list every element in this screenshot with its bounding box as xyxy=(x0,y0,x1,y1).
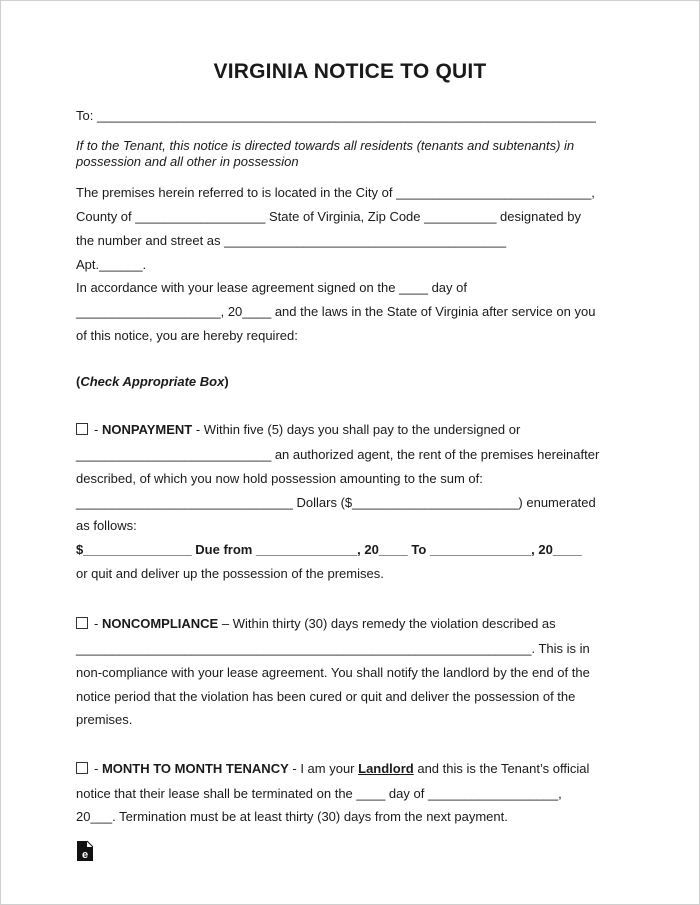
noncompliance-line-1 xyxy=(76,616,556,632)
nonpayment-line-2: ___________________________ an authorized agent, the rent of the premises hereinafter xyxy=(76,447,600,462)
noncompliance-dash: - xyxy=(94,616,102,631)
premises-line-4: Apt.______. xyxy=(76,257,147,272)
nonpayment-line-4: ______________________________ Dollars ($_______________________) enumerated xyxy=(76,495,596,510)
month-to-month-line-1-rest: and this is the Tenant’s official xyxy=(413,761,590,776)
check-label: Check Appropriate Box xyxy=(80,374,225,389)
noncompliance-line-3: non-compliance with your lease agreement. You shall notify the landlord by the end of the xyxy=(76,665,590,680)
check-paren-open: ( xyxy=(76,374,81,389)
month-to-month-line-2: notice that their lease shall be terminated on the ____ day of __________________, xyxy=(76,786,562,801)
to-line: To: _____________________________________________________________________ xyxy=(76,108,596,123)
document-title: VIRGINIA NOTICE TO QUIT xyxy=(213,60,487,83)
nonpayment-line-6: $_______________ Due from ______________, 20____ To ______________, 20____ xyxy=(76,542,582,557)
intro-line-1: If to the Tenant, this notice is directed towards all residents (tenants and subtenants) in xyxy=(76,138,575,153)
month-to-month-heading: MONTH TO MONTH TENANCY xyxy=(101,761,289,776)
nonpayment-line-1-text: - Within five (5) days you shall pay to the undersigned or xyxy=(192,422,521,437)
eforms-logo-icon xyxy=(76,840,94,862)
noncompliance-line-1-text: – Within thirty (30) days remedy the violation described as xyxy=(218,616,556,631)
svg-text:e: e xyxy=(81,849,89,861)
intro-line-2: possession and all other in possession xyxy=(76,154,299,169)
noncompliance-heading: NONCOMPLIANCE xyxy=(101,616,219,631)
check-instruction xyxy=(76,374,229,390)
month-to-month-dash: - xyxy=(94,761,102,776)
nonpayment-line-3: described, of which you now hold possession amounting to the sum of: xyxy=(76,471,483,486)
landlord-text: Landlord xyxy=(358,761,414,776)
check-paren-close: ) xyxy=(224,374,229,389)
nonpayment-line-7: or quit and deliver up the possession of the premises. xyxy=(76,566,384,581)
lease-line-2: ____________________, 20____ and the laws in the State of Virginia after service on you xyxy=(76,304,596,319)
premises-line-2: County of __________________ State of Virginia, Zip Code __________ designated by xyxy=(76,209,581,224)
month-to-month-line-1 xyxy=(76,761,589,777)
nonpayment-line-1 xyxy=(76,422,520,438)
nonpayment-dash: - xyxy=(94,422,102,437)
noncompliance-line-5: premises. xyxy=(76,712,133,727)
noncompliance-line-4: notice period that the violation has been cured or quit and deliver the possession of the xyxy=(76,689,576,704)
noncompliance-line-2: _______________________________________________________________. This is in xyxy=(76,641,590,656)
lease-line-1: In accordance with your lease agreement signed on the ____ day of xyxy=(76,280,467,295)
premises-line-3: the number and street as _______________________________________ xyxy=(76,233,507,248)
month-to-month-line-3: 20___. Termination must be at least thirty (30) days from the next payment. xyxy=(76,809,508,824)
nonpayment-heading: NONPAYMENT xyxy=(101,422,193,437)
lease-line-3: of this notice, you are hereby required: xyxy=(76,328,298,343)
noncompliance-checkbox[interactable] xyxy=(76,617,88,629)
month-to-month-line-1-mid: - I am your xyxy=(288,761,359,776)
premises-line-1: The premises herein referred to is located in the City of ___________________________, xyxy=(76,185,595,200)
nonpayment-checkbox[interactable] xyxy=(76,423,88,435)
month-to-month-checkbox[interactable] xyxy=(76,762,88,774)
nonpayment-line-5: as follows: xyxy=(76,518,137,533)
